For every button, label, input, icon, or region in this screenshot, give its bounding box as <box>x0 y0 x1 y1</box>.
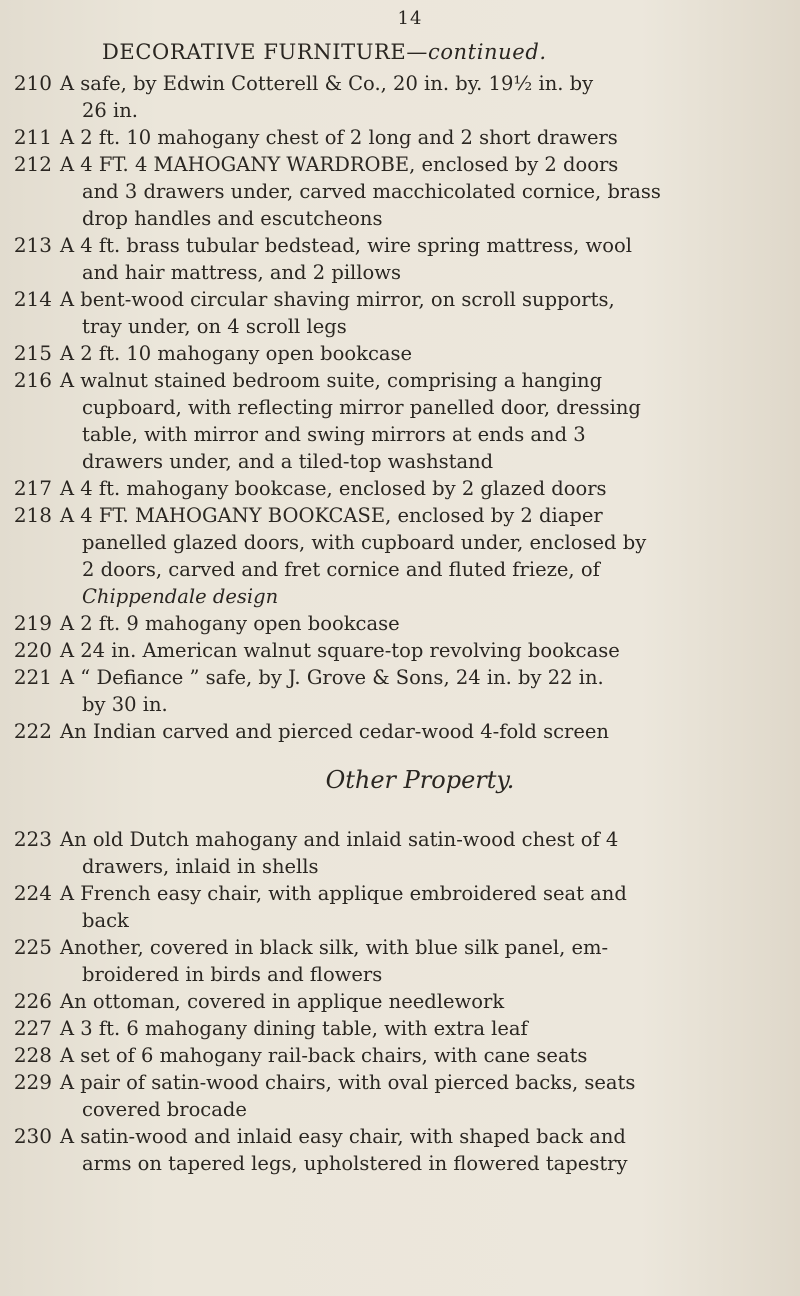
lot-number: 229 <box>13 1070 52 1094</box>
lot-line: A 2 ft. 9 mahogany open bookcase <box>60 612 400 635</box>
heading-continued: continued. <box>427 40 547 64</box>
lot-number: 210 <box>13 71 52 95</box>
lot-description <box>60 1042 788 1069</box>
lot-description <box>60 664 788 718</box>
lot-line: An ottoman, covered in applique needlework <box>60 990 505 1013</box>
lot-line: A bent-wood circular shaving mirror, on scroll supports, <box>60 288 615 311</box>
lot-number: 221 <box>13 665 52 689</box>
lot-number: 213 <box>13 233 52 257</box>
lot-line: and hair mattress, and 2 pillows <box>82 261 401 284</box>
lot-line: back <box>82 909 129 932</box>
lot-line: A 4 FT. MAHOGANY BOOKCASE, enclosed by 2 diaper <box>60 504 603 527</box>
lot-description <box>60 124 788 151</box>
lot-line: by 30 in. <box>82 693 168 716</box>
lot-line: A satin-wood and inlaid easy chair, with shaped back and <box>60 1125 626 1148</box>
heading-title: DECORATIVE FURNITURE— <box>102 40 428 64</box>
lot-line: A 3 ft. 6 mahogany dining table, with extra leaf <box>60 1017 528 1040</box>
lot-description <box>60 880 788 934</box>
lot-description <box>60 232 788 286</box>
lot-line: tray under, on 4 scroll legs <box>82 315 347 338</box>
lot-number: 224 <box>13 881 52 905</box>
lot-number: 228 <box>13 1043 52 1067</box>
lot-line: A 4 ft. mahogany bookcase, enclosed by 2 glazed doors <box>60 477 607 500</box>
lot-number: 218 <box>13 503 52 527</box>
lot-description <box>60 151 788 232</box>
lot-description <box>60 1069 788 1123</box>
lot-number: 216 <box>13 368 52 392</box>
lot-line: An old Dutch mahogany and inlaid satin-wood chest of 4 <box>60 828 619 851</box>
lot-line: A 4 FT. 4 MAHOGANY WARDROBE, enclosed by 2 doors <box>60 153 619 176</box>
lot-line: A set of 6 mahogany rail-back chairs, with cane seats <box>60 1044 588 1067</box>
lot-line: A safe, by Edwin Cotterell & Co., 20 in. by. 19½ in. by <box>60 72 594 95</box>
lot-line: broidered in birds and flowers <box>82 963 383 986</box>
page-number: 14 <box>397 8 423 29</box>
lot-description <box>60 286 788 340</box>
lot-description <box>60 367 788 475</box>
lot-line: An Indian carved and pierced cedar-wood 4-fold screen <box>60 720 609 743</box>
lot-description <box>60 1015 788 1042</box>
lot-number: 230 <box>13 1124 52 1148</box>
lot-line: covered brocade <box>82 1098 247 1121</box>
lot-line: Chippendale design <box>82 585 279 608</box>
section-heading: Other Property. <box>325 766 515 794</box>
lot-line: A 2 ft. 10 mahogany chest of 2 long and 2 short drawers <box>60 126 618 149</box>
lot-number: 219 <box>13 611 52 635</box>
lot-number: 222 <box>13 719 52 743</box>
lot-line: A “ Defiance ” safe, by J. Grove & Sons, 24 in. by 22 in. <box>60 666 604 689</box>
lot-number: 227 <box>13 1016 52 1040</box>
lot-description <box>60 637 788 664</box>
lot-description <box>60 934 788 988</box>
lot-line: A 4 ft. brass tubular bedstead, wire spring mattress, wool <box>60 234 632 257</box>
lot-description <box>60 988 788 1015</box>
lot-description <box>60 475 788 502</box>
lot-number: 225 <box>13 935 52 959</box>
lot-number: 220 <box>13 638 52 662</box>
lot-line: 26 in. <box>82 99 139 122</box>
lot-number: 217 <box>13 476 52 500</box>
lot-line: drawers under, and a tiled-top washstand <box>82 450 494 473</box>
lot-description <box>60 340 788 367</box>
lot-description <box>60 826 788 880</box>
lot-number: 211 <box>13 125 52 149</box>
lot-line: Another, covered in black silk, with blue silk panel, em- <box>60 936 609 959</box>
lot-line: drop handles and escutcheons <box>82 207 383 230</box>
lot-line: panelled glazed doors, with cupboard under, enclosed by <box>82 531 647 554</box>
lot-line: cupboard, with reflecting mirror panelled door, dressing <box>82 396 641 419</box>
lot-description <box>60 610 788 637</box>
lot-number: 214 <box>13 287 52 311</box>
lot-line: A 2 ft. 10 mahogany open bookcase <box>60 342 413 365</box>
lot-line: 2 doors, carved and fret cornice and fluted frieze, of <box>82 558 600 581</box>
lot-line: arms on tapered legs, upholstered in flowered tapestry <box>82 1152 628 1175</box>
lot-description <box>60 70 788 124</box>
lot-number: 212 <box>13 152 52 176</box>
lot-description <box>60 502 788 610</box>
lot-line: drawers, inlaid in shells <box>82 855 319 878</box>
lot-number: 215 <box>13 341 52 365</box>
lot-line: and 3 drawers under, carved macchicolated cornice, brass <box>82 180 661 203</box>
lot-line: A French easy chair, with applique embroidered seat and <box>60 882 627 905</box>
lot-line: table, with mirror and swing mirrors at ends and 3 <box>82 423 586 446</box>
lot-description <box>60 718 788 745</box>
lot-line: A pair of satin-wood chairs, with oval pierced backs, seats <box>60 1071 636 1094</box>
lot-line: A walnut stained bedroom suite, comprising a hanging <box>60 369 603 392</box>
lot-number: 226 <box>13 989 52 1013</box>
lot-description <box>60 1123 788 1177</box>
lot-line: A 24 in. American walnut square-top revolving bookcase <box>60 639 620 662</box>
lot-number: 223 <box>13 827 52 851</box>
page-heading <box>102 40 792 64</box>
